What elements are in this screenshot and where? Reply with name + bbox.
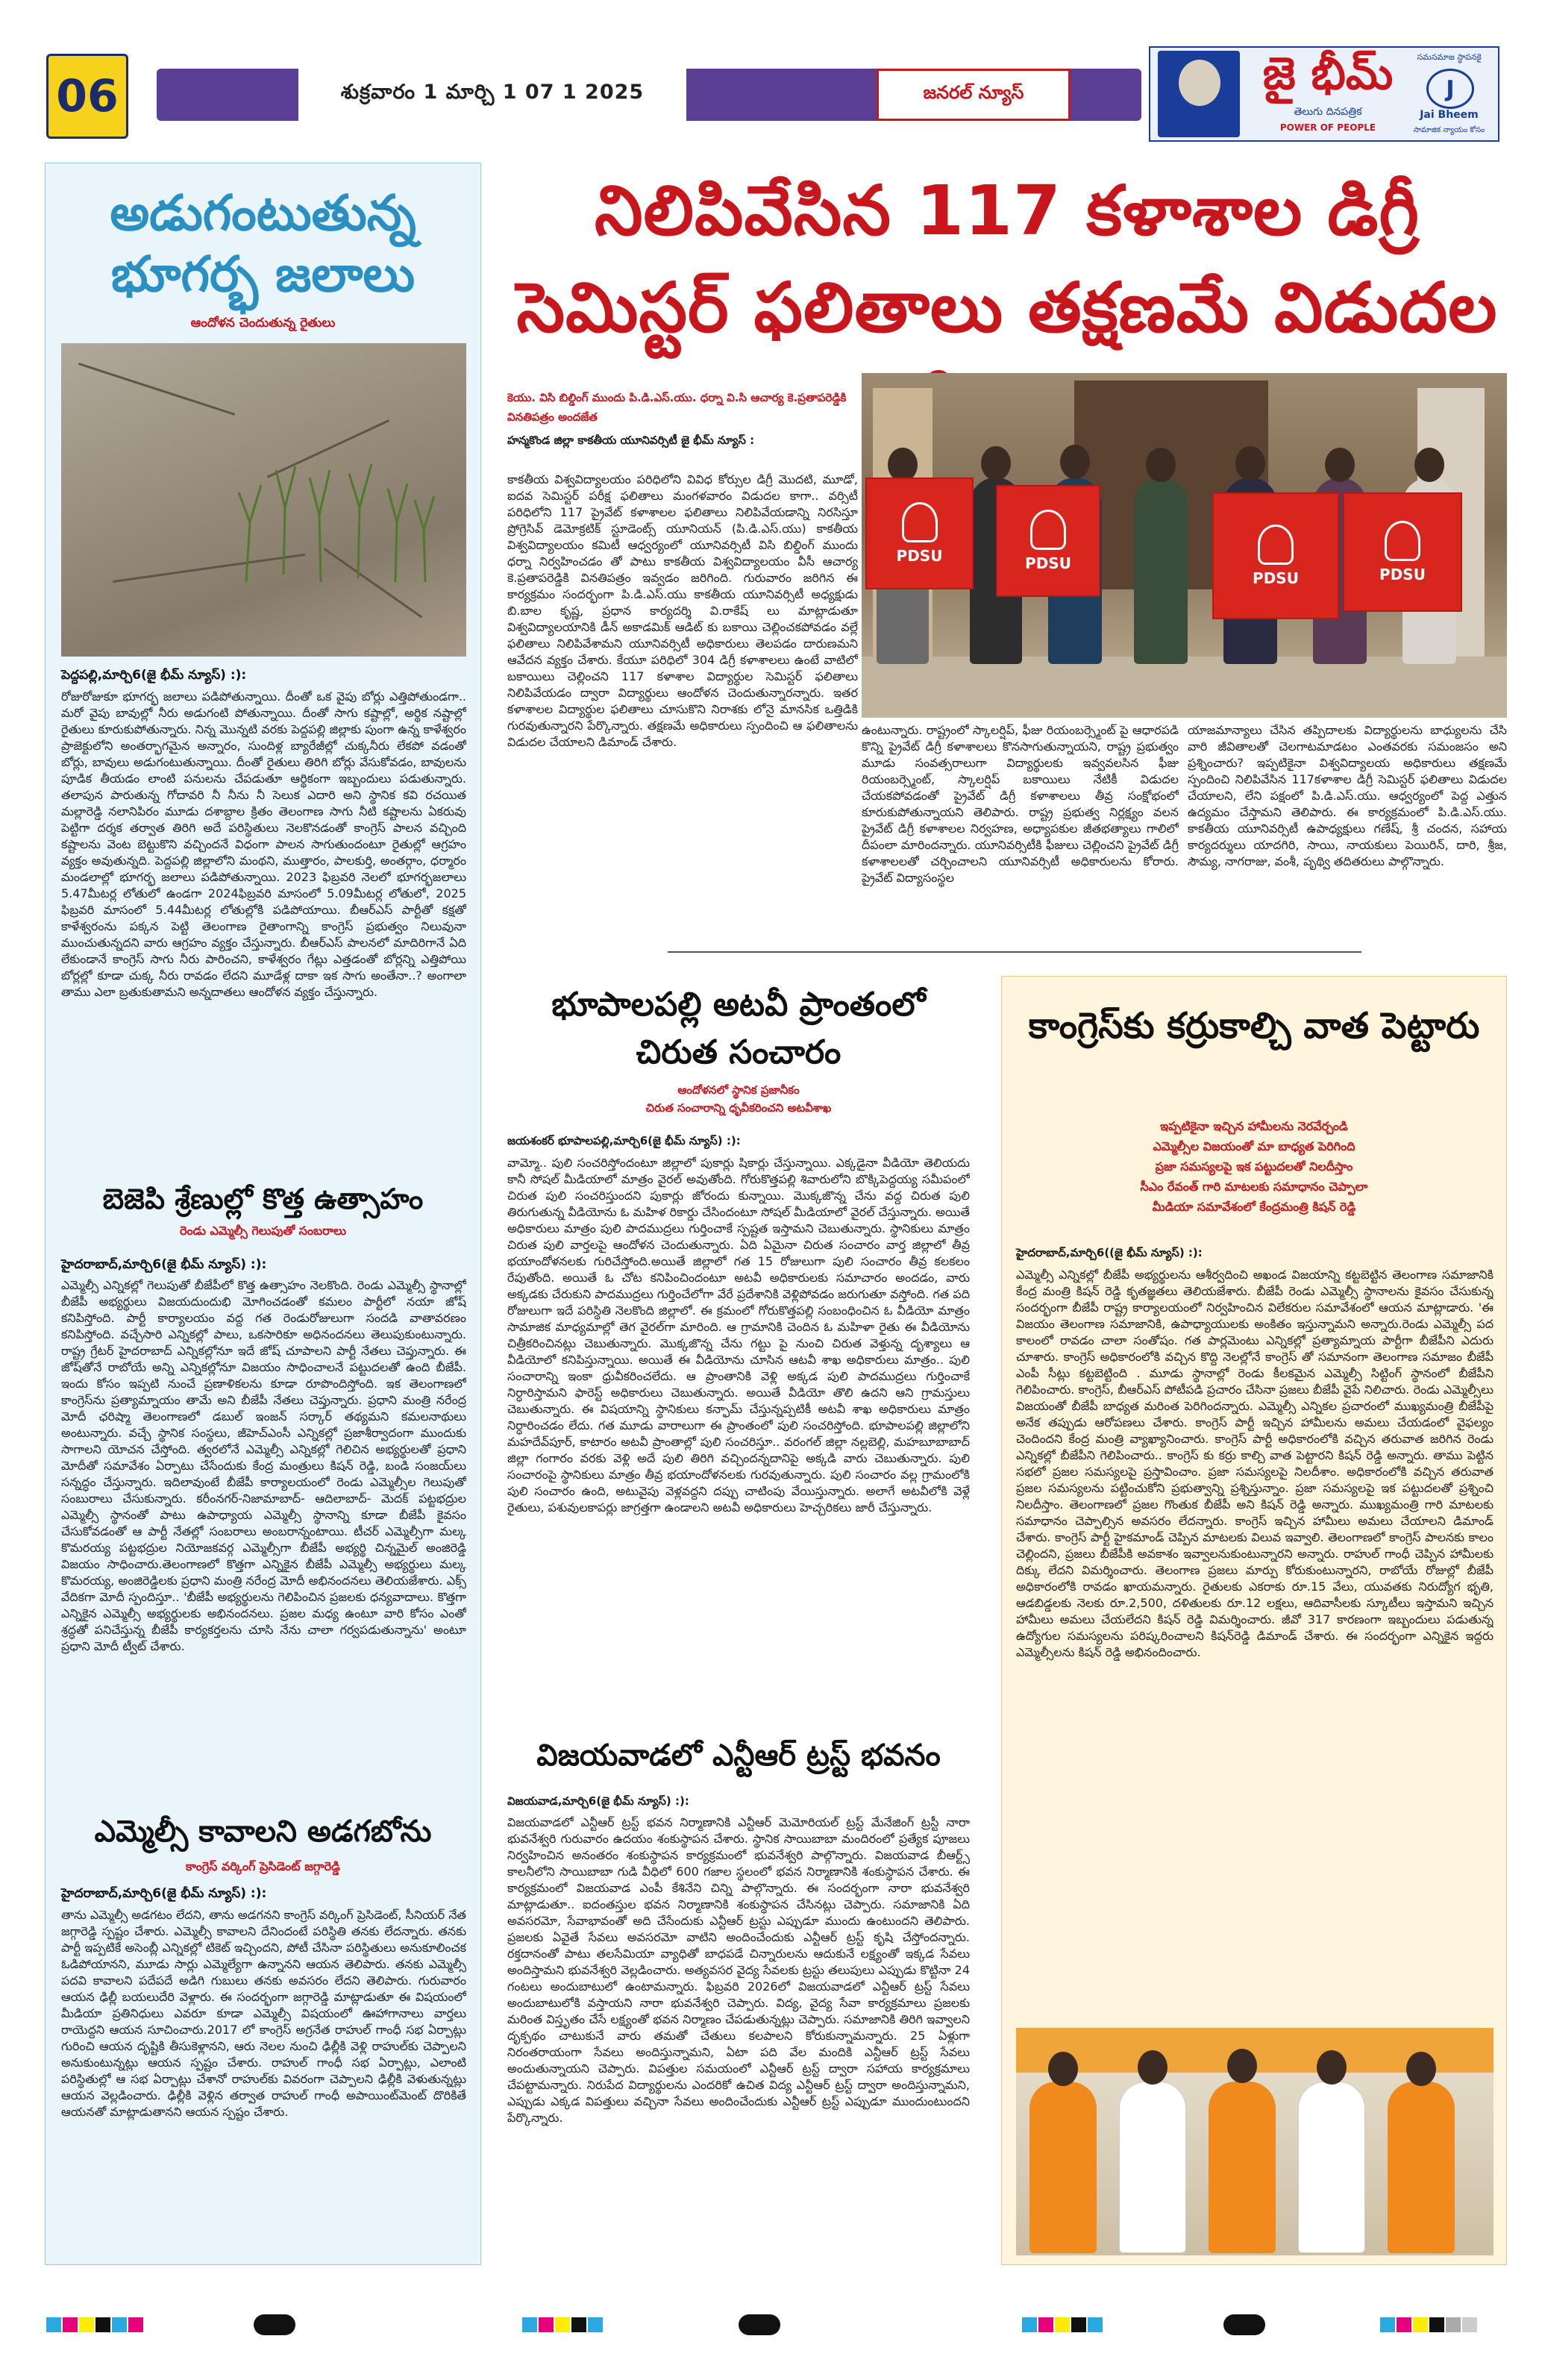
congress-subhead: ఎమ్మెల్సీల విజయంతో మా బాధ్యత పెరిగింది (1153, 1139, 1355, 1153)
color-mark-cyan (588, 2317, 603, 2332)
bjp-dateline: హైదరాబాద్,మార్చి6(జై భీమ్ న్యూస్) :): (61, 1257, 267, 1272)
groundwater-headline: అడుగంటుతున్న భూగర్భ జలాలు (110, 184, 416, 303)
celebrant (1209, 2082, 1276, 2253)
color-mark-yellow (1055, 2317, 1070, 2332)
pdsu-flag (865, 477, 974, 589)
color-mark-cyan (1380, 2317, 1395, 2332)
groundwater-subhead: ఆందోళన చెందుతున్న రైతులు (190, 316, 336, 331)
color-mark-magenta (128, 2317, 143, 2332)
flag-label: PDSU (1025, 554, 1071, 572)
flag-label: PDSU (1253, 569, 1299, 587)
color-mark-yellow (79, 2317, 94, 2332)
flag-label: PDSU (896, 547, 943, 565)
color-mark-yellow (555, 2317, 570, 2332)
main-body-col2: ఉంటున్నారు. రాష్ట్రంలో స్కాలర్షిప్, ఫీజు రియంబర్స్మెంట్ పై ఆధారపడి కొన్ని ప్రైవేట్ డిగ్రీ కళాశాలలు కొనసాగుతున్నాయని, రాష్ట్ర ప్రభుత్వం మూడు సంవత్సరాలుగా విద్యార్థులకు ఇవ్వవలసిన ఫీజు రియంబర్స్మెంట్, స్కాలర్షిప్ బకాయిలు నేటికీ విడుదల చేయకపోవడంతో ప్రైవేట్ డిగ్రీ కళాశాలలు తీవ్ర సంక్షోభంలో కూరుకుపోతున్నాయని తెలిపారు. రాష్ట్ర ప్రభుత్వ నిర్లక్ష్యం వలన ప్రైవేట్ డిగ్రీ కళాశాలల నిర్వహణ, అధ్యాపకుల జీతభత్యాలు గాలిలో దీపంలా మారిందన్నారు. యూనివర్సిటీకి ఫీజులు చెల్లించని ప్రైవేట్ డిగ్రీ కళాశాలలతో చర్చించాలని యూనివర్సిటీ అధికారులను కోరారు. ప్రైవేట్ విద్యాసంస్థల (862, 723, 1179, 885)
main-body-col3: యాజమాన్యాలు చేసిన తప్పిదాలకు విద్యార్థులను బాధ్యులను చేసి వారి జీవితాలతో చెలగాటమాడటం ఎంతవరకు సమంజసం అని ప్రశ్నించారు? ఇప్పటికైనా విశ్వవిద్యాలయ అధికారులు తక్షణమే స్పందించి నిలిపివేసిన 117కళాశాల డిగ్రీ సెమిస్టర్ ఫలితాలు విడుదల చేయాలని, లేని పక్షంలో పి.డి.ఎస్.యు. ఆధ్వర్యంలో పెద్ద ఎత్తున ఉద్యమం చేస్తామని తెలిపారు. ఈ కార్యక్రమంలో పి.డి.ఎస్.యు. కాకతీయ యూనివర్సిటీ ఉపాధ్యక్షులు గణేష్, శ్రీ చందన, సహాయ కార్యదర్శులు యాదగిరి, సాయి, నాయకులు పెయిరిన్, దారి, శ్రీజ, సౌమ్య, నాగరాజు, వంశీ, పృథ్వి తదితరులు పాల్గొన్నారు. (1188, 723, 1507, 868)
color-mark-cyan (1088, 2317, 1103, 2332)
color-mark-black (571, 2317, 586, 2332)
groundwater-dateline: పెద్దపల్లి,మార్చి6(జై భీమ్ న్యూస్) :): (61, 668, 247, 683)
registration-mark (1223, 2314, 1265, 2335)
issue-date: శుక్రవారం 1 మార్చి 1 07 1 2025 (340, 81, 645, 104)
protester-head (1235, 446, 1265, 480)
main-subhead: కెయు. విసి బిల్డింగ్ ముందు పి.డి.ఎస్.యు. ధర్నా వి.సి ఆచార్య కె.ప్రతాపరెడ్డికి వినతిపత్రం అందజేత (507, 391, 847, 424)
bjp-body: ఎమ్మెల్సీ ఎన్నికల్లో గెలుపుతో బీజేపీలో కొత్త ఉత్సాహం నెలకొంది. రెండు ఎమ్మెల్సీ స్థానాల్లో బీజేపీ అభ్యర్థులు విజయదుందుభి మోగించడంతో కమలం పార్టీలో నయా జోష్ కనిపిస్తోంది. పార్టీ కార్యాలయం వద్ద గత రెండురోజులుగా సందడి వాతావరణం కనిపిస్తోంది. వచ్చేసారి ఎన్నికల్లో పాలు, ఒకసారికూ అధినందనలు తెలుపుకుంటున్నారు. రాష్ట్ర గ్రేటర్ హైదరాబాద్ ఎన్నికల్లోనూ ఇదే జోష్ చూపాలని పార్టీ నేతలు చెప్తున్నారు. ఈ జోష్‌తోనే రాబోయే అన్ని ఎన్నికల్లోనూ విజయం సాధించాలనే పట్టుదలతో ఉంది బీజేపీ. ఇందు కోసం ఇప్పటి నుంచే ప్రణాళికలను కూడా రూపొందిస్తోంది. ఇక తెలంగాణలో కాంగ్రెస్‌ను ప్రత్యామ్నాయం తామే అని బీజేపీ నేతలు చెప్తున్నారు. ప్రధాని మంత్రి నరేంద్ర మోదీ ఛరిష్మా తెలంగాణలో డబుల్ ఇంజన్ సర్కార్ తథ్యమని కమలనాథులు అంటున్నారు. వచ్చే స్థానిక సంస్థలు, జీహెచ్ఎంసీ ఎన్నికల్లో ప్రజాశీర్వాదంగా ముందుకు సాగాలని యోచన చేస్తోంది. త్వరలోనే ఎమ్మెల్సీ ఎన్నికల్లో గెలిచిన అభ్యర్థులతో ప్రధాని మోదీతో సమావేశం ఏర్పాటు చేసేందుకు కేంద్ర మంత్రులు కిషన్ రెడ్డి, బండి సంజయ్‌లు సన్నద్ధం చేస్తున్నారు. ఇదిలావుంటే బీజేపీ కార్యాలయంలో రెండు ఎమ్మెల్సీల గెలుపుతో సంబురాలు చేసుకున్నారు. కరీంనగర్-నిజామాబాద్- ఆదిలాబాద్- మెదక్ పట్టభద్రుల ఎమ్మెల్సీ స్థానంతో పాటు ఉపాధ్యాయ ఎమ్మెల్సీ స్థానాన్ని కూడా బీజేపీ కైవసం చేసుకోవడంతో ఆ పార్టీ నేతల్లో సంబరాలు అంబరాన్నంటాయి. టీచర్ ఎమ్మెల్సీగా మల్క కొమరయ్య పట్టభద్రుల నియోజకవర్గ ఎమ్మెల్సీగా బీజేపీ అభ్యర్థి చిన్నమైల్ అంజిరెడ్డి విజయం సాధించారు.తెలంగాణలో కొత్తగా ఎన్నికైన బీజేపీ ఎమ్మెల్సీ అభ్యర్థులు మల్క కొమరయ్య, అంజిరెడ్డిలకు ప్రధాని మంత్రి నరేంద్ర మోదీ అభినందనలు తెలియజేశారు. ఎక్స్ వేదికగా మోదీ స్పందిస్తూ.. 'బీజేపీ అభ్యర్థులను గెలిపించిన ప్రజలకు ధన్యవాదాలు. కొత్తగా ఎన్నికైన ఎమ్మెల్సీ అభ్యర్థులకు అభినందనలు. ప్రజల మధ్య ఉంటూ వారి కోసం ఎంతో శ్రద్ధతో పనిచేస్తున్న బీజేపీ కార్యకర్తలను చూసి నేను చాలా గర్వపడుతున్నాను' అంటూ ప్రధాని మోదీ ట్వీట్ చేశారు. (61, 1278, 466, 1653)
protester-head (1060, 445, 1090, 479)
congress-headline: కాంగ్రెస్‌కు కర్రుకాల్చి వాత పెట్టారు (1028, 1005, 1480, 1047)
page-number: 06 (46, 54, 128, 139)
celebrant (1119, 2082, 1186, 2253)
color-mark-magenta (1397, 2317, 1411, 2332)
mlc-subhead: కాంగ్రెస్ వర్కింగ్ ప్రెసిడెంట్ జగ్గారెడ్డి (186, 1859, 340, 1873)
color-mark-cyan (46, 2317, 61, 2332)
celebrant (1029, 2082, 1097, 2253)
color-mark-magenta (539, 2317, 554, 2332)
main-headline: నిలిపివేసిన 117 కళాశాల డిగ్రీ సెమిస్టర్ ఫలితాలు తక్షణమే విడుదల (516, 171, 1498, 348)
bjp-subhead: రెండు ఎమ్మెల్సీ గెలుపుతో సంబరాలు (180, 1224, 346, 1238)
main-body-col1: కాకతీయ విశ్వవిద్యాలయం పరిధిలోని వివిధ కోర్సుల డిగ్రీ మొదటి, మూడో, ఐదవ సెమిస్టర్ పరీక్ష ఫలితాలు మంగళవారం విడుదల కాగా.. వర్సిటీ పరిధిలోని 117 ప్రైవేట్ కళాశాలల ఫలితాలు నిలిపివేయడాన్ని నిరసిస్తూ ప్రోగ్రెసివ్ డెమోక్రటిక్ స్టూడెంట్స్ యూనియన్ (పి.డి.ఎస్.యు) కాకతీయ విశ్వవిద్యాలయం కమిటీ ఆధ్వర్యంలో యూనివర్సిటీ విసి బిల్డింగ్ ముందు ధర్నా నిర్వహించడం తో పాటు కాకతీయ విశ్వవిద్యాలయం వీసీ ఆచార్య కె.ప్రతాపరెడ్డికి వినతిపత్రం ఇవ్వడం జరిగింది. గురువారం జరిగిన ఈ కార్యక్రమం సందర్భంగా పి.డి.ఎస్.యు కాకతీయ యూనివర్సిటీ అధ్యక్షుడు బి.బాల కృష్ణ, ప్రధాన కార్యదర్శి వి.రాకేష్ లు మాట్లాడుతూ విశ్వవిద్యాలయానికి డీన్ అకాడమిక్ ఆడిట్ కు బకాయి చెల్లించకపోవడం వల్లే ఫలితాలు నిలిపివేశామని యూనివర్సిటీ అధికారులు తెలపడం దారుణమని ఆవేదన వ్యక్తం చేశారు. కేయూ పరిధిలో 304 డిగ్రీ కళాశాలలు ఉంటే వాటిలో బకాయిలు చెల్లించని 117 కళాశాల విద్యార్థుల సెమిస్టర్ ఫలితాలు నిలిపివేయడం ద్వారా విద్యార్థులు ఆందోళన చెందుతున్నారన్నారు. ఇతర కళాశాలల విద్యార్థుల ఫలితాలు చూసుకొని నిరాశకు లోనై మానసిక ఒత్తిడికి గురవుతున్నారని పేర్కొన్నారు. తక్షణమే అధికారులు స్పందించి ఆ ఫలితాలను విడుదల చేయాలని డిమాండ్ చేశారు. (507, 472, 858, 749)
cheetah-dateline: జయశంకర్ భూపాలపల్లి,మార్చి6(జై భీమ్ న్యూస్) :): (507, 1134, 741, 1147)
logo-bottom-right-text: సామాజిక న్యాయం కోసం (1413, 126, 1485, 134)
protester-head (1414, 448, 1444, 482)
fist-icon (902, 502, 938, 542)
congress-subhead: ప్రజా సమస్యలపై ఇక పట్టుదలతో నిలదీస్తాం (1155, 1159, 1353, 1174)
celebrant-head (1406, 2052, 1436, 2086)
registration-mark (739, 2314, 780, 2335)
color-mark-grey (1446, 2317, 1461, 2332)
registration-mark (254, 2314, 295, 2335)
cheetah-body: వామ్మో.. పులి సంచరిస్తోందంటూ జిల్లాలో పుకార్లు షికార్లు చేస్తున్నాయి. ఎక్కడైనా వీడియో తెలియదు కానీ సోషల్ మీడియాలో మాత్రం వైరల్ అవుతోంది. గోరుకొత్తపల్లి శివారులోని బొక్కిపెద్దయ్య సమీపంలో చిరుత పులి సంచరిస్తుందని పుకార్లు జోరందు కున్నాయి. మొక్కజొన్న చేను వద్ద చిరుత పులి తిరుగుతున్న వీడియోను ఓ మహిళ రికార్డు చేసిందంటూ సోషల్ మీడియాలో వైరల్ చేస్తున్నారు. అయితే అధికారులు మాత్రం పులి పాదముద్రలు గుర్తించాకే స్పష్టత ఇస్తామని చెబుతున్నారు. స్థానికులు మాత్రం చిరుత పులి వార్తలపై ఆందోళన చెందుతున్నారు. ఏది ఏమైనా చిరుత సంచారం వార్త జిల్లాలో తీవ్ర భయాందోళనలకు గురిచేస్తోంది.అయితే జిల్లాలో గత 15 రోజులుగా పులి సంచారం తీవ్ర కలకలం రేపుతోంది. అయితే ఓ చోట కనిపించిందంటూ అటవీ అధికారులకు సమాచారం అందడం, వారు అక్కడకు చేరుకుని పాదముద్రలు గుర్తించేలోగా వేరే ప్రదేశానికి వెళ్లిపోవడం జరుగుతూ వస్తోంది. గత పది రోజులుగా ఇదే పరిస్థితి నెలకొంది జిల్లాలో. ఈ క్రమంలో గోరుకొత్తపల్లి సంబంధించిన ఓ వీడియో మాత్రం సామాజిక మాధ్యమాల్లో తెగ వైరల్‌గా మారింది. ఆ గ్రామానికి చెందిన ఓ మహిళా రైతు ఈ వీడియోను చిత్రీకరించినట్లు చెబుతున్నారు. మొక్కజొన్న చేను గట్టు పై నుంచి చిరుత వెళ్తున్న దృశ్యాలు ఆ వీడియోలో కనిపిస్తున్నాయి. అయితే ఈ వీడియోను చూసిన ఆటవీ శాఖ అధికారులు మాత్రం.. పులి సంచారాన్ని ఇంకా ధ్రువీకరించలేదు. ఆ ప్రాంతానికి వెళ్లి అక్కడ పులి పాదముద్రలు గుర్తించాకే నిర్ధారిస్తామని ఫారెస్ట్ అధికారులు చెబుతున్నారు. అయితే వీడియో తొలి ఉదని ఆని గ్రామస్తులు చెబుతున్నారు. ఈ విషయాన్ని స్థానికులు కన్ఫామ్ చేస్తున్నప్పటికీ అటవీ శాఖ అధికారులు మాత్రం నిర్ధారించడం లేదు. గత మూడు వారాలుగా ఈ ప్రాంతంలో పులి సంచరిస్తోంది. భూపాలపల్లి జిల్లాలోని మహదేవ్‌పూర్, కాటారం అటవీ ప్రాంతాల్లో పులి సంచరిస్తూ.. వరంగల్ జిల్లా నల్లబెల్లి, మహబూబాబాద్ జిల్లా గంగారం వరకు వెళ్లి అదే పులి తిరిగి వచ్చిందన్నదానిపై అక్కడి వారు చెబుతున్నారు. పులి సంచారంపై స్థానికులు మాత్రం తీవ్ర భయాందోళనలకు గురవుతున్నారు. పులి సంచారం వల్ల గ్రామంలోకి పులి సంచారం ఉంది, అటువైపు వెళ్లవద్దని దప్పు చాటింపు వేయిస్తున్నారు. అలాగే అటవీలోకి వెళ్లే రైతులు, పశువులకాపర్లు జాగ్రత్తగా ఉండాలని అటవీ అధికారులు హెచ్చరికలు జారీ చేస్తున్నారు. (507, 1156, 970, 1515)
fist-icon (1385, 521, 1420, 561)
logo-subtitle: తెలుగు దినపత్రిక (1294, 106, 1362, 118)
main-dateline: హన్మకొండ జిల్లా కాకతీయ యూనివర్సిటీ జై భీమ్ న్యూస్ : (507, 433, 755, 447)
congress-body: ఎమ్మెల్సీ ఎన్నికల్లో బీజేపీ అభ్యర్థులను ఆశీర్వదించి అఖండ విజయాన్ని కట్టబెట్టిన తెలంగాణ సమాజానికి కేంద్ర మంత్రి కిషన్ రెడ్డి కృతజ్ఞతలు తెలియజేశారు. బీజేపీ రెండు ఎమ్మెల్సీ స్థానాలను కైవసం చేసుకున్న సందర్భంగా బీజేపీ రాష్ట్ర కార్యాలయంలో నిర్వహించిన విలేకరుల సమావేశంలో ఆయన మాట్లాడారు. 'ఈ విజయం తెలంగాణ సమాజానికి, ఉపాధ్యాయులకు అంకితం ఇస్తున్నామని అన్నారు.రెండు ఎమ్మెల్సీ పద కాలంలో రావడం చాలా సంతోషం. గత పార్లమెంటు ఎన్నికల్లో ప్రత్యామ్నాయ పార్టీగా బీజేపీని ఎదురు చూశారు. కాంగ్రెస్ అధికారంలోకి వచ్చిన కొద్ది నెలల్లోనే కాంగ్రెస్ తో సమానంగా తెలంగాణ సమాజం బీజేపీ ఎంపీ సీట్లు కట్టబెట్టింది . మూడు స్థానాల్లో రెండు కీలకమైన ఎమ్మెల్సీ సిట్టింగ్ స్థానంలో బీజేపీని గెలిపించారు. కాంగ్రెస్, బీఆర్ఎస్ పోటీపడి ప్రచారం చేసినా ప్రజలు బీజేపీ వైపే నిలిచారు. రెండు ఎమ్మెల్సీలు విజయంతో బీజేపీ బాధ్యత మరింత పెరిగిందన్నారు. ఎమ్మెల్సీ ఎన్నికల ప్రచారంలో ముఖ్యమంత్రి బీజేపీపై అనేక తప్పుడు ఆరోపణలు చేశారు. కాంగ్రెస్ పార్టీ ఇచ్చిన హామీలను అమలు చేయడంలో వైఫల్యం చెందిందని కేంద్ర మంత్రి వ్యాఖ్యానించారు. కాంగ్రెస్ పార్టీ అధికారంలోకి వచ్చిన తరువాత జరిగిన రెండు ఎన్నికల్లో బీజేపీని గెలిపించారు.. కాంగ్రెస్ కు కర్రు కాల్చి వాత పెట్టారని కిషన్ రెడ్డి అన్నారు. తాము పెట్టిన సభలో ప్రజల సమస్యలపై ప్రస్తావించాం. ప్రజా సమస్యలపై నిలదీశాం. అధికారంలోకి వచ్చిన తరువాత ప్రజల సమస్యలను పట్టించుకోని ప్రభుత్వాన్ని ప్రశ్నిస్తున్నాం. ప్రజా సమస్యలపై ఇక పట్టుదలతో ప్రశ్నించి నిలదీస్తాం. తెలంగాణలో ప్రజల గొంతుక బీజేపీ అని కిషన్ రెడ్డి అన్నారు. ముఖ్యమంత్రి గారి మాటలకు సమాధానం చెప్పాల్సిన అవసరం లేదన్నారు. కాంగ్రెస్ ఇచ్చిన హామీలు అమలు చేయాలని డిమాండ్ చేశారు. కాంగ్రెస్ పార్టీ హైకమాండ్ చెప్పిన మాటలకు విలువ ఇవ్వాలి. తెలంగాణలో కాంగ్రెస్ పాలనకు కాలం చెల్లిందని, ప్రజలు బీజేపీకి అవకాశం ఇవ్వాలనుకుంటున్నారని అన్నారు. రాహుల్ గాంధీ చెప్పిన హామీలకు దిక్కు లేదని విమర్శించారు. తెలంగాణ ప్రజలు మార్పు కోరుకుంటున్నారని, రాబోయే రోజుల్లో బీజేపీ అధికారంలోకి రావడం ఖాయమన్నారు. రైతులకు ఎకరాకు రూ.15 వేలు, యువతకు నిరుద్యోగ భృతి, ఆడబిడ్డలకు నెలకు రూ.2,500, దళితులకు రూ.12 లక్షలు, ఆదివాసీలకు స్కూటీలు ఇస్తామని ఇచ్చిన హామీలు అమలు చేయలేదని కిషన్ రెడ్డి విమర్శించారు. జీవో 317 కారణంగా ఇబ్బందులు పడుతున్న ఉద్యోగుల సమస్యలను పరిష్కరించాలని కిషన్‌రెడ్డి డిమాండ్ చేశారు. ఈ సందర్భంగా ఎన్నికైన ఇద్దరు ఎమ్మెల్సీలను కిషన్ రెడ్డి అభినందించారు. (1016, 1268, 1494, 1659)
celebrant-head (1048, 2052, 1078, 2086)
section-divider (668, 951, 1361, 953)
photo-ground (862, 657, 1507, 718)
portrait-face (1179, 60, 1220, 106)
groundwater-body: రోజురోజుకూ భూగర్భ జలాలు పడిపోతున్నాయి. దీంతో ఒక వైపు బోర్లు ఎత్తిపోతుండగా.. మరో వైపు బావుల్లో నీరు అడుగంటి పోతున్నాయి. దీంతో సాగు కష్టాల్లో, అర్థిక నష్టాల్లో రైతులు కూరుకుపోతున్నారు. నిన్న మొన్నటి వరకు పెద్దపల్లి జిల్లాకు పుంగా ఉన్న కాళేశ్వరం ప్రాజెక్టులోని అంతర్భాగమైన అన్నారం, సుందిళ్ల బ్యారేజీల్లో చుక్కనీరు లేకపో వడంతో బోర్లు, బావులు అడుగంటుతున్నాయి. దీంతో రైతులు తిరిగి బోర్లు వేసుకోవడం, బావులను పూడిక తీయడం లాంటి పనులను చేపడుతూ ఆర్థికంగా ఇబ్బందులు పడుతున్నారు. తలాపున పారుతున్న గోదావరి నీ నీను నీ సెలుక ఎదారి అని స్థానిక కవి రచయిత మల్లారెడ్డి నలానిపిరం మూడు దశాబ్దాల క్రితం తెలంగాణ సాగు నీటి కష్టాలను ఏకరువు పెట్టిగా దర్శక తర్వాత తిరిగి అదే పరిస్థితులు నెలకొనడంతో కాంగ్రెస్ పాలన వచ్చింది కష్టాలను వెంట బెట్టుకొని వచ్చిందనే విధంగా పాలన సాగుతుందంటూ రైతుల్లో ఆగ్రహం వ్యక్తం అవుతున్నది. పెద్దపల్లి జిల్లాలోని మంథని, ముత్తారం, పాలకుర్తి, అంతర్గాం, ధర్మారం మండలాల్లో భూగర్భ జలాలు పడిపోతున్నాయి. 2023 ఫిబ్రవరి నెలలో భూగర్భజలాలు 5.47మీటర్ల లోతులో ఉండగా 2024ఫిబ్రవరి మాసంలో 5.09మీటర్ల లోతులో, 2025 ఫిబ్రవరి మాసంలో 5.44మీటర్ల లోతుల్లోకి పడిపోయాయి. బీఆర్ఎస్ పార్టీతో కక్షతో కాళేశ్వరంను పక్కన పెట్టి తెలంగాణ రైతాంగాన్ని కాంగ్రెస్ ప్రభుత్వం నిలువునా ముంచుతున్నదని వారు ఆగ్రహం వ్యక్తం చేస్తున్నారు. బీఆర్ఎస్ పాలనలో మాదిరిగానే ఏది లేకుండానే కాంగ్రెస్ సాగు నీరు పారించని, కాళేశ్వరం గేట్లు ఎత్తడంతో బోర్లన్ని ఎత్తిపోయి బోర్లల్లో కూడా చుక్క నీరు రావడం లేదని మూడేళ్ల దాకా ఇక సాగు అంతేనా..? అంగాలా తాము ఎలా బ్రతుకుతామని అన్నదాతలు ఆందోళన వ్యక్తం చేస్తున్నారు. (61, 689, 466, 999)
logo-title: జై భీమ్ (1262, 48, 1394, 100)
congress-subhead: సీఎం రేవంత్ గారి మాటలకు సమాధానం చెప్పాలా (1140, 1180, 1368, 1194)
celebrant (1388, 2082, 1455, 2253)
celebrant-head (1138, 2050, 1168, 2085)
fist-icon (1030, 510, 1066, 550)
color-mark-grey (1462, 2317, 1477, 2332)
ntr-dateline: విజయవాడ,మార్చి6(జై భీమ్ న్యూస్) :): (507, 1794, 689, 1808)
cheetah-subhead-2: చిరుత సంచారాన్ని ధృవీకరించని అటవీశాఖ (645, 1101, 832, 1115)
color-mark-cyan (522, 2317, 537, 2332)
color-mark-black (95, 2317, 110, 2332)
color-mark-cyan (112, 2317, 127, 2332)
seedlings-illustration (224, 395, 448, 589)
color-mark-black (1071, 2317, 1086, 2332)
celebrant-head (1227, 2049, 1257, 2083)
fist-icon (1258, 524, 1294, 565)
color-mark-magenta (1038, 2317, 1053, 2332)
mlc-body: తాను ఎమ్మెల్సీ అడగటం లేదని, తాను అడగనని కాంగ్రెస్ వర్కింగ్ ప్రెసిడెంట్, సీనియర్ నేత జగ్గారెడ్డి స్పష్టం చేశారు. ఎమ్మెల్సీ కావాలని దేనిందంటే పరిస్థితి తనకు లేదన్నారు. తనకు పార్టీ ఇప్పటికే అసెంబ్లీ ఎన్నికల్లో టికెట్ ఇచ్చిందని, పోటీ చేసినా పరిస్థితులు అనుకూలించక ఓడిపోయానని, మూడు సార్లు ఎమ్మెల్యేగా ఉన్నానని ఆయన తెలిపారు. తనకు ఎమ్మెల్సీ పదవి కావాలని పదేపదే అడిగి గుబులు తనకు అవసరం లేదని తెలిపారు. గురువారం ఆయన ఢిల్లీ బయలుదేరి వెళ్లారు. ఈ సందర్భంగా జగ్గారెడ్డి మాట్లాడుతూ ఈ విషయంలో మీడియా ప్రతినిధులు ఎవరూ కూడా ఎమ్మెల్సీ విషయంలో ఊహాగానాలు వార్తలు రాయెద్దని ఆయన సూచించారు.2017 లో కాంగ్రెస్ అగ్రనేత రాహుల్ గాంధీ సభ ఏర్పాట్లు గురించి ఆయన దృష్టికి తీసుకెళ్లానని, ఆరు నెలల నుంచి ఢిల్లీకి వెళ్లి రాహుల్‌కు చెప్పాలని అనుకుంటున్నట్లు ఆయన స్పష్టం చేశారు. రాహుల్ గాంధీ సభ ఏర్పాట్లు, ఎలాంటి పరిస్థితుల్లో ఆ సభ ఏర్పాట్లు చేశానో రాహుల్‌కు వివరంగా చెప్పాలని ఢిల్లీకి వెళుతున్నట్లు ఆయన వెల్లడించారు. ఢిల్లీకి వెళ్లిన తర్వాత రాహుల్ గాంధీ అపాయింట్‌మెంట్ దొరికితే ఆయనతో మాట్లాడుతానని ఆయన స్పష్టం చేశారు. (61, 1908, 466, 2119)
pdsu-flag (1212, 492, 1339, 619)
logo-english-name: Jai Bheem (1420, 109, 1479, 121)
congress-subhead: మీడియా సమావేశంలో కేంద్రమంత్రి కిషన్ రెడ్డి (1152, 1200, 1356, 1214)
mlc-headline: ఎమ్మెల్సీ కావాలని అడగబోను (94, 1814, 432, 1849)
pdsu-flag (1343, 492, 1462, 612)
ntr-headline: విజయవాడలో ఎన్టీఆర్ ట్రస్ట్ భవనం (536, 1738, 941, 1773)
bjp-headline: బెజెపి శ్రేణుల్లో కొత్త ఉత్సాహం (102, 1183, 424, 1215)
cheetah-subhead-1: ఆందోళనలో స్థానిక ప్రజానీకం (677, 1083, 800, 1097)
color-mark-magenta (63, 2317, 78, 2332)
color-mark-black (1429, 2317, 1444, 2332)
celebrant (1298, 2082, 1365, 2253)
logo-emblem-icon: J (1426, 69, 1474, 109)
mlc-dateline: హైదరాబాద్,మార్చి6(జై భీమ్ న్యూస్) :): (61, 1886, 267, 1901)
section-label: జనరల్ న్యూస్ (923, 82, 1024, 103)
cheetah-headline: భూపాలపల్లి అటవీ ప్రాంతంలో చిరుత సంచారం (551, 986, 926, 1071)
color-mark-cyan (1022, 2317, 1037, 2332)
congress-dateline: హైదరాబాద్,మార్చి6((జై భీమ్ న్యూస్) :): (1016, 1246, 1203, 1259)
protester-head (981, 446, 1011, 480)
celebrant-head (1317, 2050, 1347, 2085)
pdsu-flag (996, 485, 1100, 597)
flag-label: PDSU (1379, 566, 1426, 583)
congress-subhead: ఇప్పటికైనా ఇచ్చిన హామీలను నెరవేర్చండి (1160, 1119, 1348, 1133)
color-mark-yellow (1413, 2317, 1428, 2332)
protester-head (1146, 448, 1176, 482)
logo-top-right-text: సమసమాజ స్థాపనకై (1417, 52, 1482, 62)
protester-head (1325, 448, 1355, 482)
logo-tagline: POWER OF PEOPLE (1279, 122, 1376, 133)
protester (1134, 477, 1188, 664)
ntr-body: విజయవాడలో ఎన్టీఆర్ ట్రస్ట్ భవన నిర్మాణానికి ఎన్టీఆర్ మెమోరియల్ ట్రస్ట్ మేనేజింగ్ ట్రస్టీ నారా భువనేశ్వరి గురువారం ఉదయం శంకుస్థాపన చేశారు. స్థానిక సాయిబాబా మందిరంలో ప్రత్యేక పూజలు నిర్వహించిన అనంతరం శంకుస్థాపన కార్యక్రమంలో భువనేశ్వరి పాల్గొన్నారు. విజయవాడ బీఆర్ట్స్ కాలనీలోని సాయిబాబా గుడి వీధిలో 600 గజాల స్థలంలో భవన నిర్మాణానికి శంకుస్థాపన చేశారు. ఈ కార్యక్రమంలో విజయవాడ ఎంపీ కేశినేని చిన్ని పాల్గొన్నారు. ఈ సందర్భంగా నారా భువనేశ్వరి మాట్లాడుతూ.. ఐదంతస్తుల భవన నిర్మాణానికి శంకుస్థాపన చేసినట్లు చెప్పారు. సమాజానికి ఏది అవసరమో, సేవాభావంతో అది చేసేందుకు ఎన్టీఆర్ ట్రస్టు ఎప్పుడూ ముందు ఉంటుందని తెలిపారు. ప్రజలకు ఏవైతే సేవలు అవసరమో వాటిని అందించేందుకు ఎన్టీఆర్ ట్రస్ట్ కృషి చేస్తోందన్నారు. రక్తదానంతో పాటు తలసేమియా వ్యాధితో బాధపడే చిన్నారులను ఆదుకునే లక్ష్యంతో ఇక్కడ సేవలు అందిస్తామని భువనేశ్వరి వెల్లడించారు. అత్యవసర వైద్య సేవలకు ట్రస్టు తలుపులు ఎప్పుడు కొట్టినా 24 గంటలు అందుబాటులో ఉంటామన్నారు. ఫిబ్రవరి 2026లో విజయవాడలో ఎన్టీఆర్ ట్రస్ట్ సేవలు అందుబాటులోకి వస్తాయని నారా భువనేశ్వరి చెప్పారు. విద్య, వైద్య సేవా కార్యక్రమాలు ప్రజలకు మరింత విస్తృతం చేసే లక్ష్యంతో భవన నిర్మాణం చేపడుతున్నట్లు చెప్పారు. సమాజానికి తిరిగి ఇవ్వాలని దృక్పథం చాటుకునే వారు తమతో చేతులు కలపాలని కోరుకున్నామన్నారు. 25 ఏళ్లుగా నిరంతరాయంగా సేవలు అందిస్తున్నామని, ఏటా పది వేల మందికి ఎన్టీఆర్ ట్రస్ట్ సేవలు అందుతున్నాయని చెప్పారు. విపత్తుల సమయంలో ఎన్టీఆర్ ట్రస్ట్ ద్వారా సహాయ కార్యక్రమాలు చేపట్టామన్నారు. నిరుపేద విద్యార్థులను ఎందరికో ఉచిత విద్య ఎన్టీఆర్ ట్రస్ట్ ద్వారా అందిస్తున్నామని, ఎప్పుడు ఎక్కడ విపత్తులు వచ్చినా సేవలు అందించేందుకు ఎన్టీఆర్ ట్రస్ట్ ఎప్పుడూ ముందుంటుందని పేర్కొన్నారు. (507, 1815, 970, 2125)
